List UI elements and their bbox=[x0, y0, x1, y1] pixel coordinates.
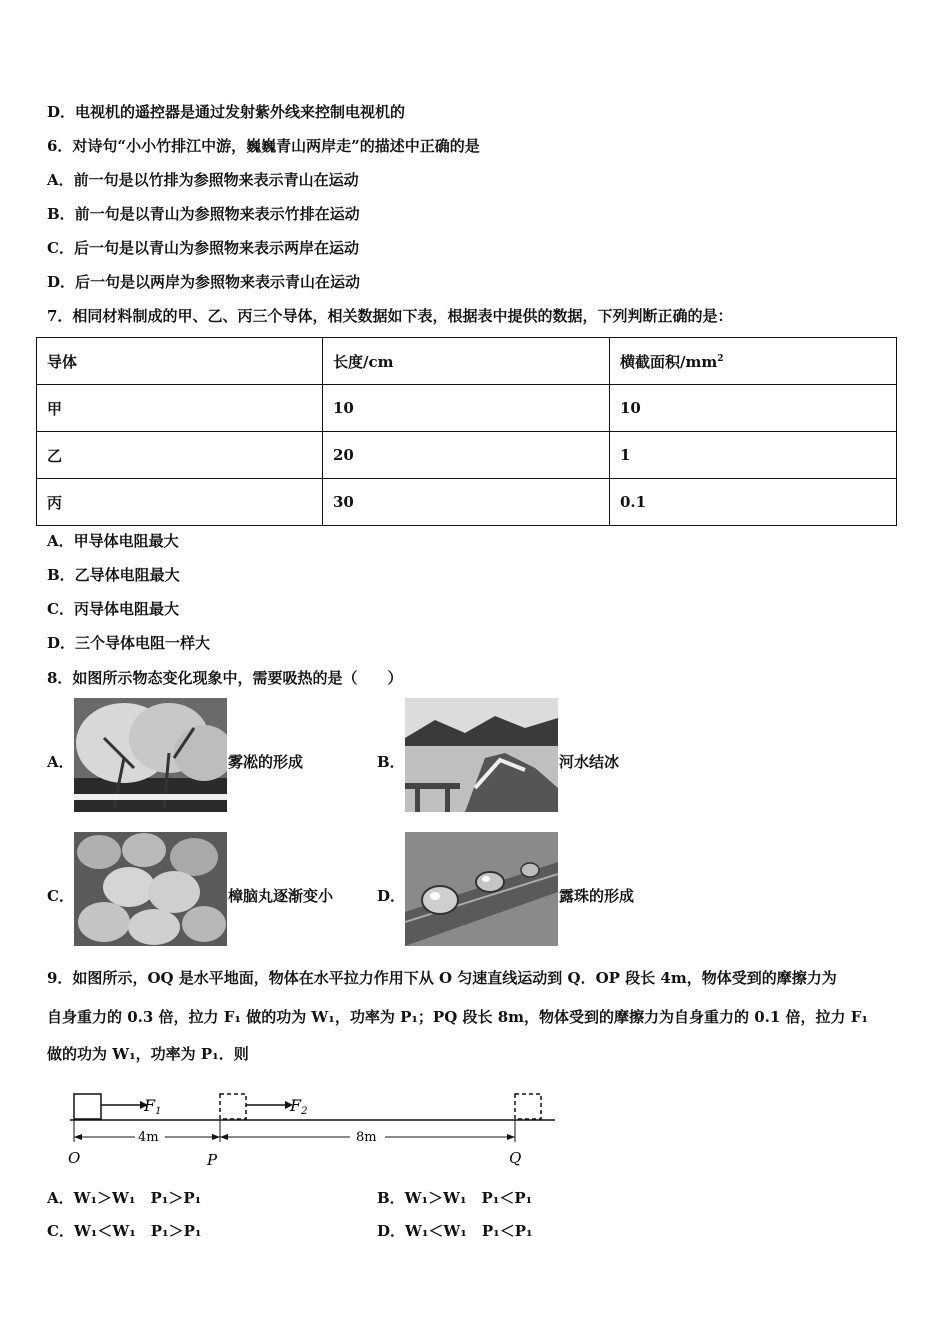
q9-option-d: D．W₁＜W₁ P₁＜P₁ bbox=[377, 1222, 533, 1240]
table-row bbox=[37, 479, 897, 526]
table-row bbox=[37, 432, 897, 479]
table-cell: 1 bbox=[610, 432, 897, 479]
point-o-label: O bbox=[68, 1149, 81, 1167]
table-cell: 30 bbox=[323, 479, 610, 526]
table-cell: 10 bbox=[610, 385, 897, 432]
motion-diagram bbox=[60, 1085, 560, 1170]
q9-stem-line3: 做的功为 W₁，功率为 P₁．则 bbox=[47, 1045, 249, 1063]
distance-pq: 8m bbox=[356, 1130, 377, 1145]
q7-stem: 7．相同材料制成的甲、乙、丙三个导体，相关数据如下表，根据表中提供的数据，下列判断正确的是： bbox=[47, 307, 733, 325]
block-at-q bbox=[515, 1094, 541, 1119]
frozen-river-photo bbox=[405, 698, 558, 812]
distance-op: 4m bbox=[138, 1130, 159, 1145]
q8-option-b-caption: 河水结冰 bbox=[559, 753, 620, 771]
table-cell: 甲 bbox=[37, 385, 323, 432]
q7-option-a: A．甲导体电阻最大 bbox=[47, 532, 179, 550]
table-row bbox=[37, 385, 897, 432]
q9-stem-line2: 自身重力的 0.3 倍，拉力 F₁ 做的功为 W₁，功率为 P₁；PQ 段长 8m，物体受到的摩擦力为自身重力的 0.1 倍，拉力 F₁ bbox=[47, 1008, 868, 1026]
q9-stem-line1: 9．如图所示，OQ 是水平地面，物体在水平拉力作用下从 O 匀速直线运动到 Q．OP 段长 4m，物体受到的摩擦力为 bbox=[47, 969, 837, 987]
conductor-table bbox=[36, 337, 897, 526]
table-cell: 0.1 bbox=[610, 479, 897, 526]
q6-option-d: D．后一句是以两岸为参照物来表示青山在运动 bbox=[47, 273, 361, 291]
q7-option-c: C．丙导体电阻最大 bbox=[47, 600, 179, 618]
block-at-p bbox=[220, 1094, 246, 1119]
label-f1: F1 bbox=[144, 1096, 162, 1117]
table-cell: 10 bbox=[323, 385, 610, 432]
q6-stem: 6．对诗句“小小竹排江中游，巍巍青山两岸走”的描述中正确的是 bbox=[47, 137, 480, 155]
table-header-cell: 长度/cm bbox=[323, 338, 610, 385]
q6-option-c: C．后一句是以青山为参照物来表示两岸在运动 bbox=[47, 239, 359, 257]
q7-option-b: B．乙导体电阻最大 bbox=[47, 566, 180, 584]
header-area-exponent: 2 bbox=[717, 353, 724, 364]
table-header-row bbox=[37, 338, 897, 385]
mothballs-photo bbox=[74, 832, 227, 946]
header-area-label: 横截面积/mm bbox=[620, 352, 718, 371]
table-cell: 20 bbox=[323, 432, 610, 479]
table-header-cell bbox=[610, 338, 897, 385]
q9-option-c: C．W₁＜W₁ P₁＞P₁ bbox=[47, 1222, 202, 1240]
table-cell: 乙 bbox=[37, 432, 323, 479]
label-f2: F2 bbox=[290, 1096, 308, 1117]
dew-drops-photo bbox=[405, 832, 558, 946]
point-p-label: P bbox=[207, 1151, 218, 1169]
q8-stem: 8．如图所示物态变化现象中，需要吸热的是（ ） bbox=[47, 669, 403, 687]
q8-option-a-letter: A． bbox=[47, 753, 74, 771]
q8-option-b-letter: B． bbox=[377, 753, 405, 771]
block-at-o bbox=[74, 1094, 101, 1119]
q6-option-a: A．前一句是以竹排为参照物来表示青山在运动 bbox=[47, 171, 359, 189]
q9-option-a: A．W₁＞W₁ P₁＞P₁ bbox=[47, 1189, 202, 1207]
point-q-label: Q bbox=[509, 1149, 522, 1167]
table-cell: 丙 bbox=[37, 479, 323, 526]
q8-option-d-letter: D． bbox=[377, 887, 406, 905]
rime-photo bbox=[74, 698, 227, 812]
q6-option-b: B．前一句是以青山为参照物来表示竹排在运动 bbox=[47, 205, 360, 223]
q9-option-b: B．W₁＞W₁ P₁＜P₁ bbox=[377, 1189, 533, 1207]
q8-option-a-caption: 雾凇的形成 bbox=[228, 753, 304, 771]
q8-option-c-letter: C． bbox=[47, 887, 74, 905]
q8-option-c-caption: 樟脑丸逐渐变小 bbox=[228, 887, 334, 905]
q8-option-d-caption: 露珠的形成 bbox=[559, 887, 635, 905]
q5-option-d: D．电视机的遥控器是通过发射紫外线来控制电视机的 bbox=[47, 103, 406, 121]
q7-option-d: D．三个导体电阻一样大 bbox=[47, 634, 211, 652]
table-header-cell: 导体 bbox=[37, 338, 323, 385]
